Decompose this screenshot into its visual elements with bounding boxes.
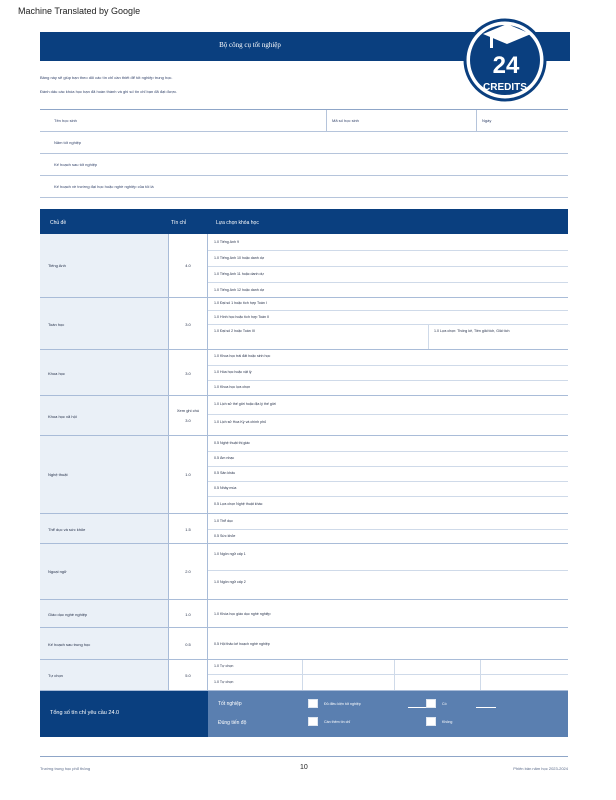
track-status-label: Đúng tiến độ: [218, 720, 247, 726]
info-row-name: [40, 110, 568, 132]
logo-word: CREDITS: [483, 82, 527, 93]
course-option: 1.0 Đại số 2 hoặc Toán III: [214, 329, 255, 333]
page-title: Bộ công cụ tốt nghiệp: [219, 41, 281, 49]
header-credits: Tín chỉ: [171, 220, 187, 226]
row-credits: 5.0: [185, 673, 191, 678]
footer-left: Trường trung học phổ thông: [40, 766, 91, 771]
credits-logo-icon: [455, 18, 555, 118]
row-credits: 1.5: [185, 527, 191, 532]
table-row: [40, 396, 568, 436]
course-option: 1.0 Tiếng Anh 11 hoặc danh dự: [214, 272, 264, 276]
header-subject: Chủ đề: [50, 220, 67, 226]
course-option: 1.0 Thể dục: [214, 519, 233, 523]
footer-right: Phiên bản năm học 2023-2024: [513, 766, 568, 771]
course-option: 1.0 Lịch sử thế giới hoặc địa lý thế giới: [214, 402, 276, 406]
row-subject: Khoa học xã hội: [48, 414, 77, 419]
table-row: [40, 350, 568, 396]
course-option: 1.0 Tiếng Anh 10 hoặc danh dự: [214, 256, 265, 260]
course-option: 0.5 Sức khỏe: [214, 534, 236, 538]
table-row: [40, 660, 568, 691]
info-row-grad-year: [40, 132, 568, 154]
row-subject: Thể dục và sức khỏe: [48, 527, 86, 532]
status-block: [208, 691, 568, 737]
info-row-note: [40, 176, 568, 198]
total-credits: Tổng số tín chỉ yêu cầu 24.0: [50, 710, 120, 716]
row-credits: 1.0: [185, 472, 191, 477]
row-subject: Khoa học: [48, 371, 65, 376]
row-credits: 1.0: [185, 612, 191, 617]
no-label: Không: [442, 720, 453, 724]
logo-number: 24: [492, 52, 520, 79]
plan-field[interactable]: Kế hoạch sau tốt nghiệp: [54, 162, 98, 167]
note-field[interactable]: Kế hoạch về trường đại học hoặc nghề nghiệp của tôi là: [54, 184, 154, 189]
row-credits: 4.0: [185, 263, 191, 268]
table-row: [40, 514, 568, 544]
row-credits: 3.0: [185, 322, 191, 327]
table-row: [40, 628, 568, 660]
grad-year-field[interactable]: Năm tốt nghiệp: [54, 140, 82, 145]
row-subject: Toán học: [48, 322, 65, 327]
yes-label: Có: [442, 702, 447, 706]
course-option: 1.0 Đại số 1 hoặc tích hợp Toán I: [214, 301, 267, 305]
course-option: 0.5 Nhảy múa: [214, 486, 237, 490]
course-option: 1.0 Ngôn ngữ cấp 2: [214, 580, 246, 584]
row-subject: Tiếng Anh: [48, 263, 66, 268]
table-row: [40, 298, 568, 350]
grad-status-label: Tốt nghiệp: [218, 701, 242, 707]
table-header: [40, 209, 568, 234]
row-subject: Giáo dục nghề nghiệp: [48, 612, 88, 617]
row-credits: 0.5: [185, 642, 191, 647]
table-row: [40, 436, 568, 514]
row-credits: 3.0: [185, 371, 191, 376]
student-info-form: [40, 109, 568, 198]
row-credits: 3.0: [185, 418, 191, 423]
intro-text-2: Đánh dấu các khóa học bạn đã hoàn thành và ghi số tín chỉ bạn đã đạt được.: [40, 89, 178, 94]
footer-divider: [40, 756, 568, 757]
row-credits-note: Xem ghi chú: [176, 408, 200, 413]
no-checkbox[interactable]: [426, 717, 436, 726]
course-option: 0.5 Lựa chọn Nghệ thuật khác: [214, 502, 263, 506]
student-name-field[interactable]: Tên học sinh: [54, 118, 77, 123]
course-option: 1.0 Tiếng Anh 9: [214, 240, 239, 244]
intro-text-1: Bảng này sẽ giúp bạn theo dõi các tín chỉ cần thiết để tốt nghiệp trung học.: [40, 75, 173, 80]
student-id-field[interactable]: Mã số học sinh: [332, 118, 359, 123]
more-credits-label: Cần thêm tín chỉ: [324, 720, 351, 724]
row-subject: Tự chọn: [48, 673, 63, 678]
course-option: 1.0 Tự chọn: [214, 680, 234, 684]
yes-checkbox[interactable]: [426, 699, 436, 708]
header-options: Lựa chọn khóa học: [216, 220, 259, 226]
machine-translation-watermark: Machine Translated by Google: [18, 6, 141, 16]
course-option: 0.5 Hội thảo kế hoạch nghề nghiệp: [214, 642, 270, 646]
credit-requirements-table: [40, 209, 568, 726]
course-option: 0.5 Nghệ thuật thị giác: [214, 441, 250, 445]
table-row: [40, 544, 568, 600]
grad-eligible-label: Đủ điều kiện tốt nghiệp: [324, 702, 361, 706]
course-option: 1.0 Ngôn ngữ cấp 1: [214, 552, 246, 556]
course-option: 1.0 Lịch sử Hoa Kỳ và chính phủ: [214, 420, 267, 424]
date-field[interactable]: Ngày: [482, 118, 492, 123]
row-subject: Ngoại ngữ: [48, 569, 67, 574]
course-option: 1.0 Khoa học lựa chọn: [214, 385, 251, 389]
info-row-plan: [40, 154, 568, 176]
course-option: 1.0 Khóa học giáo dục nghề nghiệp: [214, 612, 271, 616]
table-row: [40, 600, 568, 628]
course-option: 1.0 Khoa học trái đất hoặc sinh học: [214, 354, 271, 358]
table-row: [40, 234, 568, 298]
course-option: 0.5 Sân khấu: [214, 471, 236, 475]
more-credits-checkbox[interactable]: [308, 717, 318, 726]
course-option: 1.0 Tự chọn: [214, 664, 234, 668]
grad-eligible-checkbox[interactable]: [308, 699, 318, 708]
course-option: 1.0 Lựa chọn: Thống kê, Tiền giải tích, Giải tích: [434, 329, 510, 333]
row-subject: Kế hoạch sau trung học: [48, 642, 91, 647]
course-option: 0.5 Âm nhạc: [214, 456, 235, 460]
course-option: 1.0 Hình học hoặc tích hợp Toán II: [214, 315, 270, 319]
row-credits: 2.0: [185, 569, 191, 574]
row-subject: Nghệ thuật: [48, 472, 68, 477]
course-option: 1.0 Hóa học hoặc vật lý: [214, 370, 252, 374]
total-credits-block: [40, 691, 208, 737]
course-option: 1.0 Tiếng Anh 12 hoặc danh dự: [214, 288, 265, 292]
page-number: 10: [300, 764, 308, 771]
